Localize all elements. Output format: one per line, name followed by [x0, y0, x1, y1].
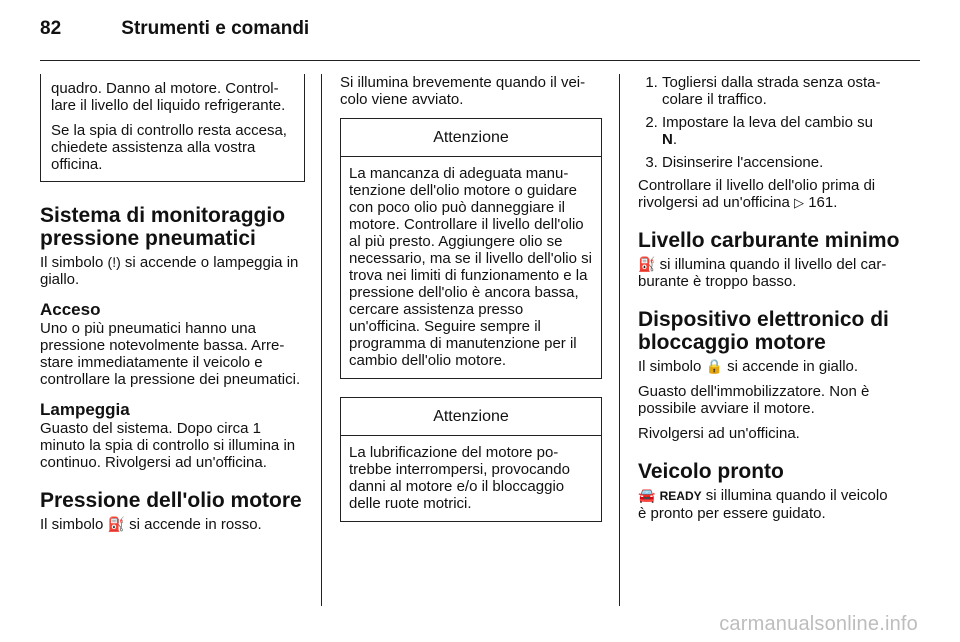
chapter-title: Strumenti e comandi — [121, 18, 310, 39]
page-reference[interactable]: 161 — [808, 194, 834, 211]
tire-pressure-icon: (!) — [107, 254, 121, 270]
paragraph: Se la spia di controllo resta accesa, chiedete assistenza alla vostra officina. — [51, 122, 287, 173]
warning-heading: Attenzione — [341, 119, 601, 157]
car-icon: 🚘 — [638, 487, 656, 503]
section-title-oil-pressure: Pressione dell'olio motore — [40, 489, 302, 512]
paragraph: quadro. Danno al motore. Controllare il livello del liquido refrigerante. — [51, 80, 286, 114]
paragraph: Il simbolo ⛽ si accende in rosso. — [40, 516, 262, 533]
section-title-vehicle-ready: Veicolo pronto — [638, 460, 784, 483]
column-2 — [340, 74, 602, 532]
paragraph: Uno o più pneumatici hanno una pressione notevolmente bassa. Arrestare immediatamente il veicolo e controllare la pressione dei pneumatici. — [40, 320, 301, 388]
section-title-immobilizer: Dispositivo elettronico di bloccaggio motore — [638, 308, 889, 354]
subsection-title: Acceso — [40, 300, 101, 319]
page-reference-arrow-icon: ▷ — [794, 195, 805, 210]
oil-can-icon: ⛽ — [107, 516, 125, 532]
paragraph: Controllare il livello dell'olio prima di rivolgersi ad un'officina ▷ 161. — [638, 177, 876, 211]
paragraph: Si illumina brevemente quando il veicolo viene avviato. — [340, 74, 586, 108]
section-title-fuel-level: Livello carburante minimo — [638, 229, 900, 252]
column-3 — [638, 74, 900, 530]
watermark: carmanualsonline.info — [719, 613, 918, 635]
section-title-tire-pressure: Sistema di monitoraggio pressione pneumatici — [40, 204, 286, 250]
paragraph: Il simbolo 🔒 si accende in giallo. — [638, 358, 859, 375]
paragraph: ⛽ si illumina quando il livello del carburante è troppo basso. — [638, 256, 887, 290]
warning-text: La lubrificazione del motore potrebbe interrompersi, provocando danni al motore e/o il bloccaggio delle ruote motrici. — [349, 444, 570, 512]
list-item: 3. Disinserire l'accensione. — [662, 154, 900, 171]
page-header — [40, 18, 309, 40]
steps-list — [638, 74, 900, 171]
paragraph: Il simbolo (!) si accende o lampeggia in giallo. — [40, 254, 299, 288]
warning-box — [340, 118, 602, 379]
header-rule — [40, 60, 920, 61]
paragraph: Guasto dell'immobilizzatore. Non è possibile avviare il motore. — [638, 383, 870, 417]
immobilizer-icon: 🔒 — [705, 358, 723, 374]
warning-heading: Attenzione — [341, 398, 601, 436]
list-item: 2. Impostare la leva del cambio su N. — [662, 114, 900, 148]
list-item: 1. Togliersi dalla strada senza ostacolare il traffico. — [662, 74, 900, 108]
column-divider — [321, 74, 322, 606]
column-divider — [619, 74, 620, 606]
paragraph: Guasto del sistema. Dopo circa 1 minuto la spia di controllo si illumina in continuo. Rivolgersi ad un'officina. — [40, 420, 296, 471]
subsection-title: Lampeggia — [40, 400, 130, 419]
warning-text: La mancanza di adeguata manutenzione dell'olio motore o guidare con poco olio può danneggiare il motore. Controllare il livello dell'olio al più presto. Aggiungere olio se necessario, ma se il livello dell'olio si trova nei limiti di funzionamento e la pressione dell'olio è ancora bassa, cercare assistenza presso un'officina. Seguire sempre il programma di manutenzione per il cambio dell'olio motore. — [349, 165, 592, 369]
ready-label: READY — [659, 489, 702, 503]
column-1 — [40, 74, 305, 541]
paragraph: 🚘 READY si illumina quando il veicolo è pronto per essere guidato. — [638, 487, 888, 522]
warning-box — [340, 397, 602, 522]
paragraph: Rivolgersi ad un'officina. — [638, 425, 800, 442]
page-number: 82 — [40, 18, 62, 39]
continued-warning-box — [40, 74, 305, 182]
fuel-pump-icon: ⛽ — [638, 256, 656, 272]
